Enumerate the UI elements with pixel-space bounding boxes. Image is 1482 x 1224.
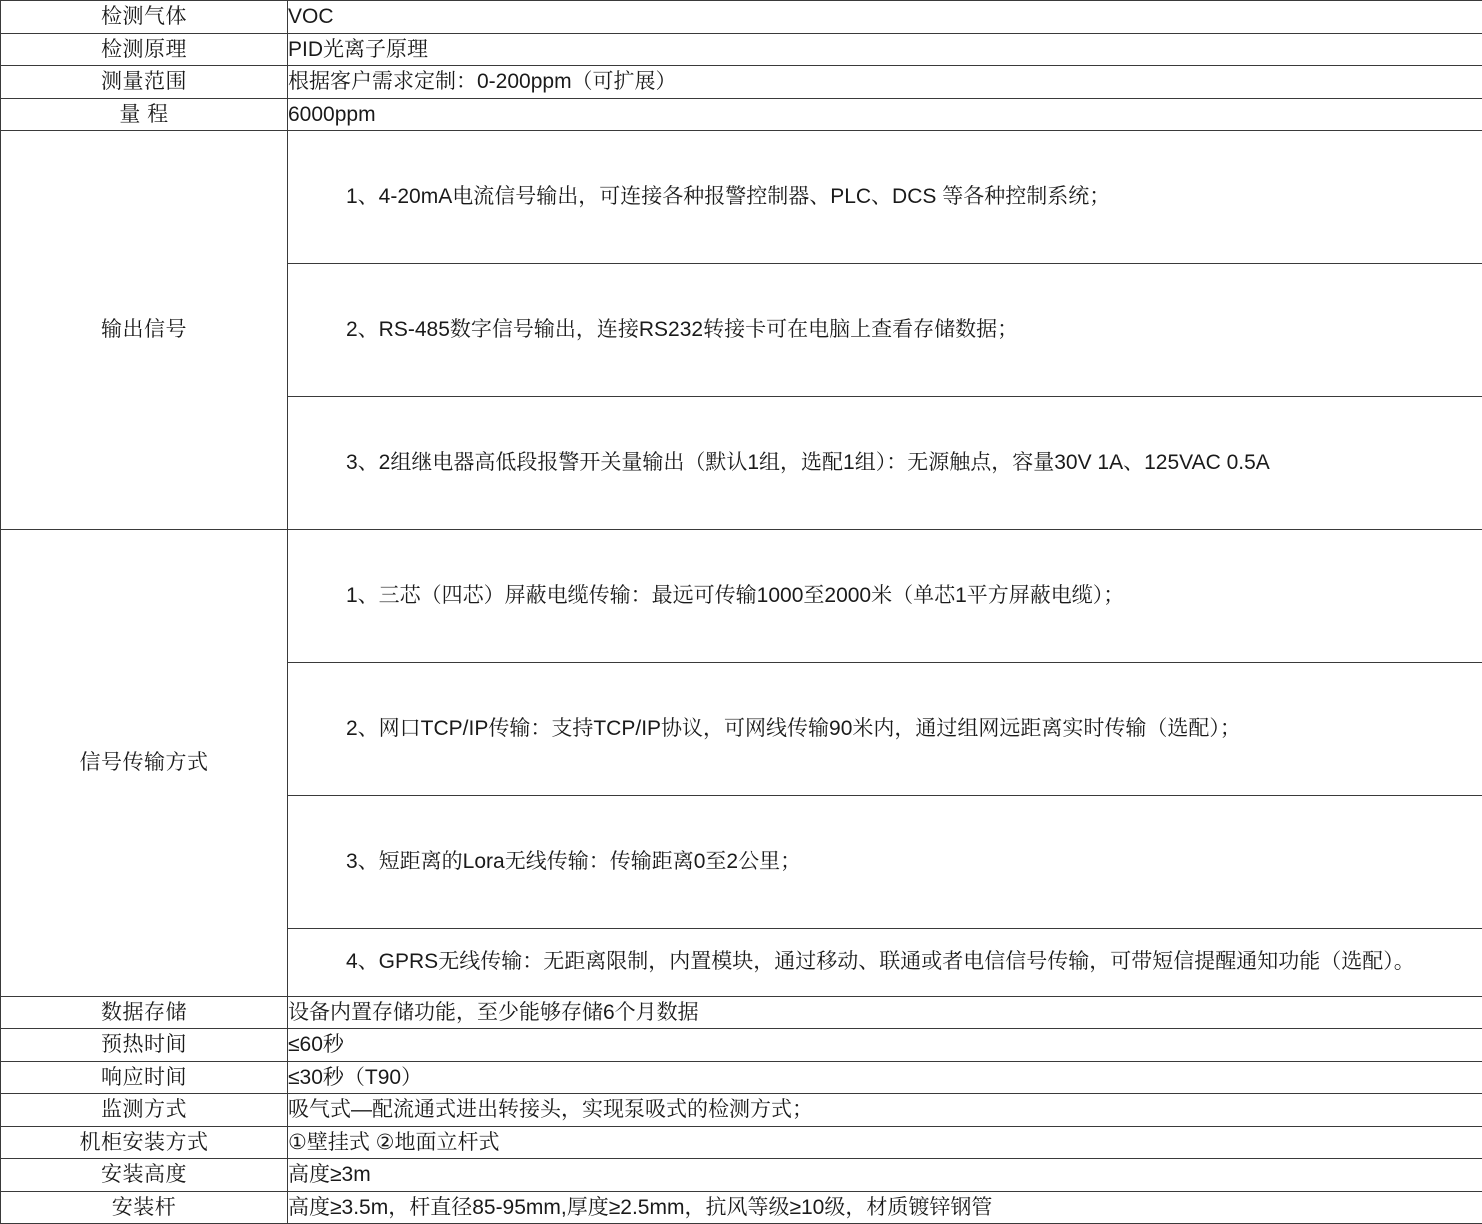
row-value: ①壁挂式 ②地面立杆式 [288, 1126, 1482, 1159]
row-value: 根据客户需求定制：0-200ppm（可扩展） [288, 66, 1482, 99]
table-row [1, 530, 1482, 997]
table-row [1, 98, 1482, 131]
row-label: 输出信号 [1, 131, 288, 530]
sub-row [288, 397, 1482, 530]
row-value: PID光离子原理 [288, 33, 1482, 66]
row-label: 信号传输方式 [1, 530, 288, 997]
table-row [1, 1126, 1482, 1159]
sub-row-value: 2、网口TCP/IP传输：支持TCP/IP协议，可网线传输90米内，通过组网远距离实时传输（选配）； [288, 663, 1482, 796]
sub-row [288, 131, 1482, 264]
row-value: 高度≥3.5m，杆直径85-95mm,厚度≥2.5mm，抗风等级≥10级，材质镀锌钢管 [288, 1191, 1482, 1224]
table-row [1, 131, 1482, 530]
row-label: 预热时间 [1, 1029, 288, 1062]
row-value-group [288, 131, 1482, 530]
sub-row [288, 796, 1482, 929]
table-row [1, 1159, 1482, 1192]
sub-row-value: 1、三芯（四芯）屏蔽电缆传输：最远可传输1000至2000米（单芯1平方屏蔽电缆）； [288, 530, 1482, 663]
row-label: 安装杆 [1, 1191, 288, 1224]
row-value: 吸气式—配流通式进出转接头，实现泵吸式的检测方式； [288, 1094, 1482, 1127]
sub-row [288, 929, 1482, 996]
row-value: ≤60秒 [288, 1029, 1482, 1062]
sub-table [288, 131, 1482, 529]
sub-row-value: 3、2组继电器高低段报警开关量输出（默认1组，选配1组）：无源触点，容量30V 1A、125VAC 0.5A [288, 397, 1482, 530]
row-value: 设备内置存储功能，至少能够存储6个月数据 [288, 996, 1482, 1029]
table-row [1, 1094, 1482, 1127]
row-value: 6000ppm [288, 98, 1482, 131]
sub-row-value: 2、RS-485数字信号输出，连接RS232转接卡可在电脑上查看存储数据； [288, 264, 1482, 397]
row-value: 高度≥3m [288, 1159, 1482, 1192]
row-label: 量 程 [1, 98, 288, 131]
sub-row [288, 530, 1482, 663]
table-row [1, 1029, 1482, 1062]
sub-row [288, 264, 1482, 397]
row-label: 机柜安装方式 [1, 1126, 288, 1159]
sub-row-value: 3、短距离的Lora无线传输：传输距离0至2公里； [288, 796, 1482, 929]
table-row [1, 1191, 1482, 1224]
row-value: ≤30秒（T90） [288, 1061, 1482, 1094]
sub-row-value: 1、4-20mA电流信号输出，可连接各种报警控制器、PLC、DCS 等各种控制系统； [288, 131, 1482, 264]
row-label: 测量范围 [1, 66, 288, 99]
sub-row [288, 663, 1482, 796]
row-label: 安装高度 [1, 1159, 288, 1192]
table-row [1, 66, 1482, 99]
table-row [1, 1, 1482, 34]
row-label: 检测气体 [1, 1, 288, 34]
table-row [1, 996, 1482, 1029]
sub-row-value: 4、GPRS无线传输：无距离限制，内置模块，通过移动、联通或者电信信号传输，可带短信提醒通知功能（选配）。 [288, 929, 1482, 996]
row-value-group [288, 530, 1482, 997]
row-label: 数据存储 [1, 996, 288, 1029]
table-row [1, 1061, 1482, 1094]
row-label: 检测原理 [1, 33, 288, 66]
row-label: 响应时间 [1, 1061, 288, 1094]
sub-table [288, 530, 1482, 996]
table-row [1, 33, 1482, 66]
row-value: VOC [288, 1, 1482, 34]
row-label: 监测方式 [1, 1094, 288, 1127]
